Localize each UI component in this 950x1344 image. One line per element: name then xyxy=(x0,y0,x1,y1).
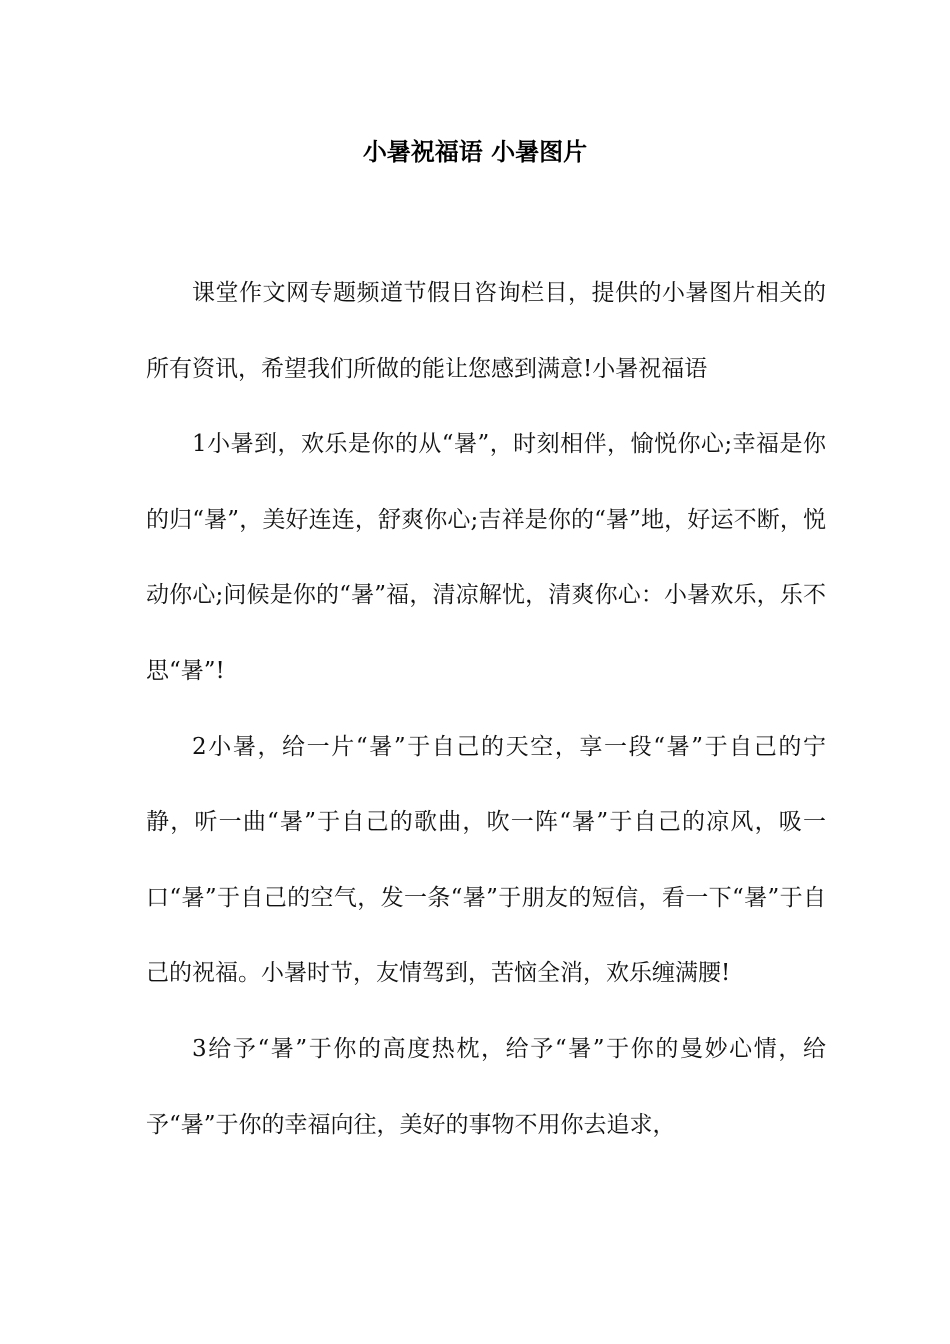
paragraph-2: 2小暑，给一片“暑”于自己的天空，享一段“暑”于自己的宁静，听一曲“暑”于自己的歌曲，吹一阵“暑”于自己的凉风，吸一口“暑”于自己的空气，发一条“暑”于朋友的短信，看一下“暑”于自己的祝福。小暑时节，友情驾到，苦恼全消，欢乐缠满腰! xyxy=(146,733,826,987)
paragraph-intro: 课堂作文网专题频道节假日咨询栏目，提供的小暑图片相关的所有资讯，希望我们所做的能让您感到满意!小暑祝福语 xyxy=(146,280,826,382)
paragraph-1: 1小暑到，欢乐是你的从“暑”，时刻相伴，愉悦你心;幸福是你的归“暑”，美好连连，舒爽你心;吉祥是你的“暑”地，好运不断，悦动你心;问候是你的“暑”福，清凉解忧，清爽你心：小暑欢乐，乐不思“暑”! xyxy=(146,431,826,684)
paragraph-3: 3给予“暑”于你的高度热枕，给予“暑”于你的曼妙心情，给予“暑”于你的幸福向往，美好的事物不用你去追求， xyxy=(146,1035,826,1138)
document-body xyxy=(146,256,826,1163)
document-title: 小暑祝福语 小暑图片 xyxy=(362,138,588,166)
